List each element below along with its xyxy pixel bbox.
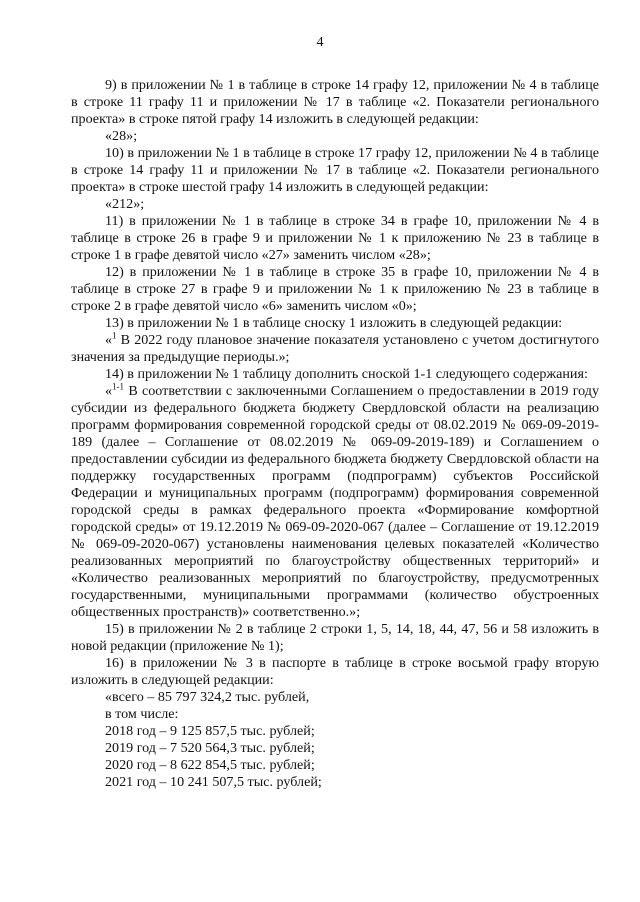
footnote-marker-1: 1 [112,330,117,341]
document-body [71,77,599,791]
footnote-1-text [71,332,599,366]
budget-line: в том числе: [105,706,179,722]
budget-line: 2021 год – 10 241 507,5 тыс. рублей; [105,774,322,790]
paragraph-16: 16) в приложении № 3 в паспорте в таблице в строке восьмой графу вторую изложить в следующей редакции: [71,655,599,688]
paragraph-9-value: «28»; [105,128,138,144]
open-quote: « [105,383,113,399]
paragraph-9: 9) в приложении № 1 в таблице в строке 14 графу 12, приложении № 4 в таблице в строке 11 графу 11 и приложении № 17 в таблице «2. Показатели регионального проекта» в строке пятой графу 14 изложить в следующей редакции: [71,77,599,127]
budget-line: «всего – 85 797 324,2 тыс. рублей, [105,689,310,705]
open-quote: « [105,332,113,348]
paragraph-11: 11) в приложении № 1 в таблице в строке 34 в графе 10, приложении № 4 в таблице в строке 26 в графе 9 и приложении № 1 к приложению № 23 в таблице в строке 1 в графе девятой число «27» заменить числом «28»; [71,213,599,263]
footnote-1-body: В 2022 году плановое значение показателя установлено с учетом достигнутого значения за предыдущие периоды.»; [71,332,599,365]
paragraph-13: 13) в приложении № 1 в таблице сноску 1 изложить в следующей редакции: [105,315,563,331]
paragraph-15: 15) в приложении № 2 в таблице 2 строки 1, 5, 14, 18, 44, 47, 56 и 58 изложить в новой редакции (приложение № 1); [71,621,599,654]
paragraph-14: 14) в приложении № 1 таблицу дополнить сноской 1-1 следующего содержания: [105,366,588,382]
paragraph-10-value: «212»; [105,196,145,212]
paragraph-12: 12) в приложении № 1 в таблице в строке 35 в графе 10, приложении № 4 в таблице в строке 27 в графе 9 и приложении № 1 к приложению № 23 в таблице в строке 2 в графе девятой число «6» заменить числом «0»; [71,264,599,314]
budget-line: 2018 год – 9 125 857,5 тыс. рублей; [105,723,315,739]
paragraph-10: 10) в приложении № 1 в таблице в строке 17 графу 12, приложении № 4 в таблице в строке 14 графу 11 и приложении № 17 в таблице «2. Показатели регионального проекта» в строке шестой графу 14 изложить в следующей редакции: [71,145,599,195]
budget-line: 2020 год – 8 622 854,5 тыс. рублей; [105,757,315,773]
footnote-1-1-text [71,383,599,621]
page-number: 4 [316,34,324,50]
footnote-1-1-body: В соответствии с заключенными Соглашением о предоставлении в 2019 году субсидии из федерального бюджета бюджету Свердловской области на реализацию программ формирования современной городской среды от 08.02.2019 № 069-09-2019-189 (далее – Соглашение от 08.02.2019 № 069-09-2019-189) и Соглашением о предоставлении субсидии из федерального бюджета бюджету Свердловской области на поддержку государственных программ (подпрограмм) субъектов Российской Федерации и муниципальных программ (подпрограмм) формирования современной городской среды в рамках федерального проекта «Формирование комфортной городской среды» от 19.12.2019 № 069-09-2020-067 (далее – Соглашение от 19.12.2019 № 069-09-2020-067) установлены наименования целевых показателей «Количество реализованных мероприятий по благоустройству общественных территорий» и «Количество реализованных мероприятий по благоустройству, предусмотренных государственными, муниципальными программами (количество обустроенных общественных пространств)» соответственно.»; [71,383,599,620]
budget-line: 2019 год – 7 520 564,3 тыс. рублей; [105,740,315,756]
footnote-marker-1-1: 1-1 [112,381,125,392]
